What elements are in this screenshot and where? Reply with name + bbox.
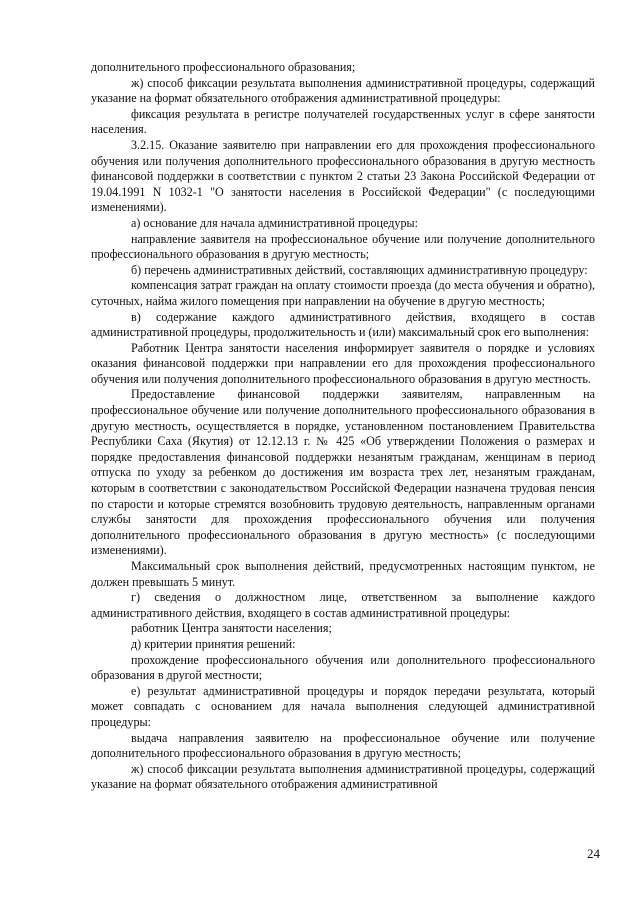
paragraph: б) перечень административных действий, составляющих административную процедуру: [131,262,588,277]
paragraph: ж) способ фиксации результата выполнения административной процедуры, содержащий указание на формат обязательного отображения административной [91,761,595,792]
paragraph: фиксация результата в регистре получателей государственных услуг в сфере занятости населения. [91,106,595,137]
paragraph: работник Центра занятости населения; [131,621,332,636]
paragraph: направление заявителя на профессиональное обучение или получение дополнительного профессионального образования в другую местность; [91,231,595,262]
paragraph: в) содержание каждого административного действия, входящего в состав административной процедуры, продолжительность и (или) максимальный срок его выполнения: [91,309,595,340]
paragraph: компенсация затрат граждан на оплату стоимости проезда (до места обучения и обратно), суточных, найма жилого помещения при направлении на обучение в другую местность; [91,278,595,308]
paragraph: 3.2.15. Оказание заявителю при направлении его для прохождения профессионального обучения или получения дополнительного профессионального образования в другую местность финансовой поддержки в соответствии с пунктом 2 статьи 23 Закона Российской Федерации от 19.04.1991 N 1032-1 "О занятости населения в Российской Федерации" (с последующими изменениями). [91,137,595,215]
paragraph: дополнительного профессионального образования; [91,60,356,74]
paragraph: Максимальный срок выполнения действий, предусмотренных настоящим пунктом, не должен превышать 5 минут. [91,559,595,589]
paragraph: прохождение профессионального обучения или дополнительного профессионального образования в другой местности; [91,652,595,683]
paragraph: Работник Центра занятости населения информирует заявителя о порядке и условиях оказания финансовой поддержки при направлении его для прохождения профессионального обучения или получения дополнительного профессионального образования в другую местность. [91,340,595,386]
paragraph: Предоставление финансовой поддержки заявителям, направленным на профессиональное обучение или получение дополнительного профессионального образования в другую местность, осуществляется в порядке, установленном постановлением Правительства Республики Саха (Якутия) от 12.12.13 г. № 425 «Об утверждении Положения о размерах и порядке предоставления финансовой поддержки незанятым гражданам, женщинам в период отпуска по уходу за ребенком до достижения им возраста трех лет, незанятым гражданам, которым в соответствии с законодательством Российской Федерации назначена трудовая пенсия по старости и которые стремятся возобновить трудовую деятельность, направленным органами службы занятости для прохождения профессионального обучения или получения дополнительного профессионального образования в другую местность» (с последующими изменениями). [91,387,595,558]
paragraph: а) основание для начала административной процедуры: [131,215,418,230]
paragraph: д) критерии принятия решений: [131,636,296,651]
paragraph: выдача направления заявителю на профессиональное обучение или получение дополнительного профессионального образования в другую местность; [91,730,595,761]
document-body [91,60,595,793]
paragraph: е) результат административной процедуры и порядок передачи результата, который может совпадать с основанием для начала выполнения следующей административной процедуры: [91,683,595,729]
paragraph: г) сведения о должностном лице, ответственном за выполнение каждого административного действия, входящего в состав административной процедуры: [91,590,595,620]
paragraph: ж) способ фиксации результата выполнения административной процедуры, содержащий указание на формат обязательного отображения административной процедуры: [91,75,595,106]
page-number: 24 [587,846,600,861]
